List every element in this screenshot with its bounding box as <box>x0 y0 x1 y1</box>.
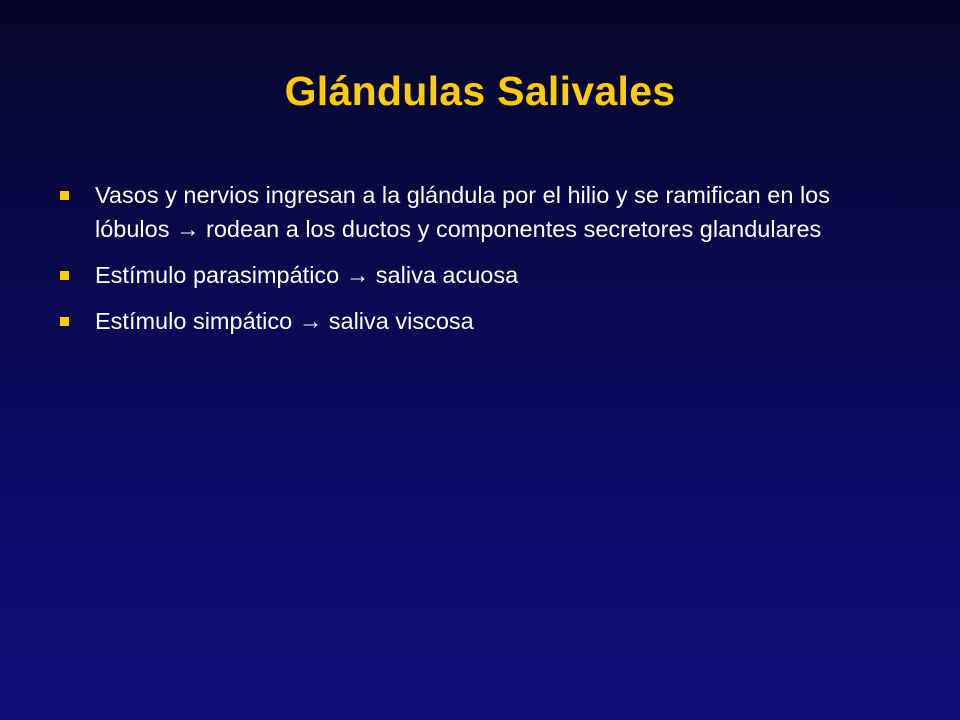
bullet-item-sympathetic <box>60 304 890 338</box>
bullet-text-after: saliva acuosa <box>369 262 519 288</box>
bullet-text-before: Vasos y nervios ingresan a la glándula por el hilio y se ramifican en los lóbulos <box>95 182 830 242</box>
right-arrow-icon: → <box>298 308 323 334</box>
bullet-text <box>95 304 890 338</box>
bullet-text-after: rodean a los ductos y componentes secretores glandulares <box>199 216 822 242</box>
square-bullet-icon <box>60 317 69 326</box>
bullet-list <box>60 178 890 350</box>
square-bullet-icon <box>60 191 69 200</box>
bullet-item-parasympathetic <box>60 258 890 292</box>
bullet-text-before: Estímulo simpático <box>95 308 299 334</box>
right-arrow-icon: → <box>345 262 370 288</box>
bullet-text-after: saliva viscosa <box>322 308 474 334</box>
right-arrow-icon: → <box>176 216 200 242</box>
square-bullet-icon <box>60 271 69 280</box>
bullet-text <box>95 178 890 246</box>
bullet-item-vessels-nerves <box>60 178 890 246</box>
bullet-text-before: Estímulo parasimpático <box>95 262 346 288</box>
slide-title: Glándulas Salivales <box>284 68 676 114</box>
bullet-text <box>95 258 890 292</box>
